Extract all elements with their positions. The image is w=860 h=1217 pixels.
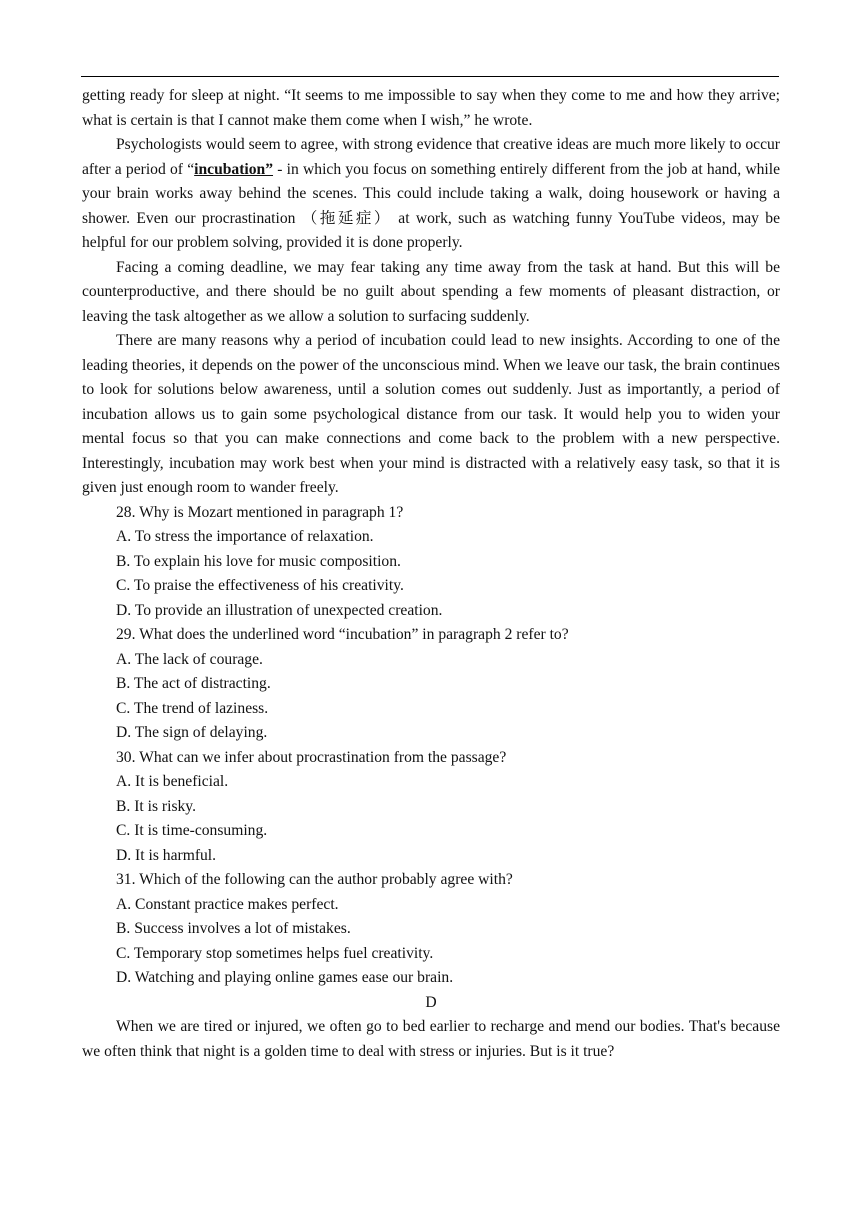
question-30 <box>82 746 780 869</box>
paragraph-2-text-before: Psychologists would seem to agree, with strong evidence that creative ideas are much more likely to occur after a period of “ <box>82 136 780 178</box>
answer-option-b: B. Success involves a lot of mistakes. <box>116 920 351 937</box>
answer-option-d: D. It is harmful. <box>116 846 217 864</box>
document-body <box>82 84 780 1064</box>
question-31 <box>82 868 780 991</box>
answer-option-a: A. To stress the importance of relaxation. <box>116 528 374 545</box>
answer-option-d: D. Watching and playing online games ease our brain. <box>116 969 454 986</box>
question-stem: 28. Why is Mozart mentioned in paragraph 1? <box>116 503 404 521</box>
answer-option-b: B. The act of distracting. <box>116 675 271 692</box>
answer-option-d: D. To provide an illustration of unexpected creation. <box>116 601 443 619</box>
incubation-term: incubation” <box>194 160 274 178</box>
header-rule <box>81 76 779 77</box>
answer-option-c: C. To praise the effectiveness of his creativity. <box>116 577 404 594</box>
answer-option-c: C. Temporary stop sometimes helps fuel creativity. <box>116 944 434 962</box>
answer-option-a: A. It is beneficial. <box>116 773 229 790</box>
passage-paragraph-4: There are many reasons why a period of incubation could lead to new insights. According to one of the leading theories, it depends on the power of the unconscious mind. When we leave our task, the brain continues to look for solutions below awareness, until a solution comes out suddenly. Just as importantly, a period of incubation allows us to gain some psychological distance from our task. It would help you to widen your mental focus so that you can make connections and come back to the problem with a new perspective. Interestingly, incubation may work best when your mind is distracted with a relatively easy task, so that it is given just enough room to wander freely. <box>82 332 780 496</box>
question-28 <box>82 501 780 624</box>
answer-option-d: D. The sign of delaying. <box>116 724 268 741</box>
paragraph-2-text-after: - in which you focus on something entirely different from the job at hand, while your brain works away behind the scenes. This could include taking a walk, doing housework or having a shower. Even our procrastination （拖延症） at work, such as watching funny YouTube videos, may be helpful for our problem solving, provided it is done properly. <box>82 160 780 251</box>
section-d-heading: D <box>425 993 437 1011</box>
answer-option-c: C. The trend of laziness. <box>116 699 269 717</box>
answer-option-b: B. To explain his love for music composition. <box>116 552 401 570</box>
answer-option-b: B. It is risky. <box>116 797 196 815</box>
answer-option-c: C. It is time-consuming. <box>116 822 268 839</box>
question-29 <box>82 623 780 746</box>
passage-paragraph-3: Facing a coming deadline, we may fear taking any time away from the task at hand. But this will be counterproductive, and there should be no guilt about spending a few moments of pleasant distraction, or leaving the task altogether as we allow a solution to surfacing suddenly. <box>82 258 780 325</box>
question-stem: 31. Which of the following can the author probably agree with? <box>116 871 513 888</box>
question-stem: 29. What does the underlined word “incubation” in paragraph 2 refer to? <box>116 626 569 643</box>
passage-paragraph-continued: getting ready for sleep at night. “It seems to me impossible to say when they come to me and how they arrive; what is certain is that I cannot make them come when I wish,” he wrote. <box>82 87 780 129</box>
question-stem: 30. What can we infer about procrastination from the passage? <box>116 748 507 766</box>
answer-option-a: A. The lack of courage. <box>116 650 263 668</box>
passage-paragraph-2 <box>82 133 780 256</box>
answer-option-a: A. Constant practice makes perfect. <box>116 895 339 913</box>
section-d-paragraph-1: When we are tired or injured, we often go to bed earlier to recharge and mend our bodies. That's because we often think that night is a golden time to deal with stress or injuries. But is it true? <box>82 1018 780 1060</box>
